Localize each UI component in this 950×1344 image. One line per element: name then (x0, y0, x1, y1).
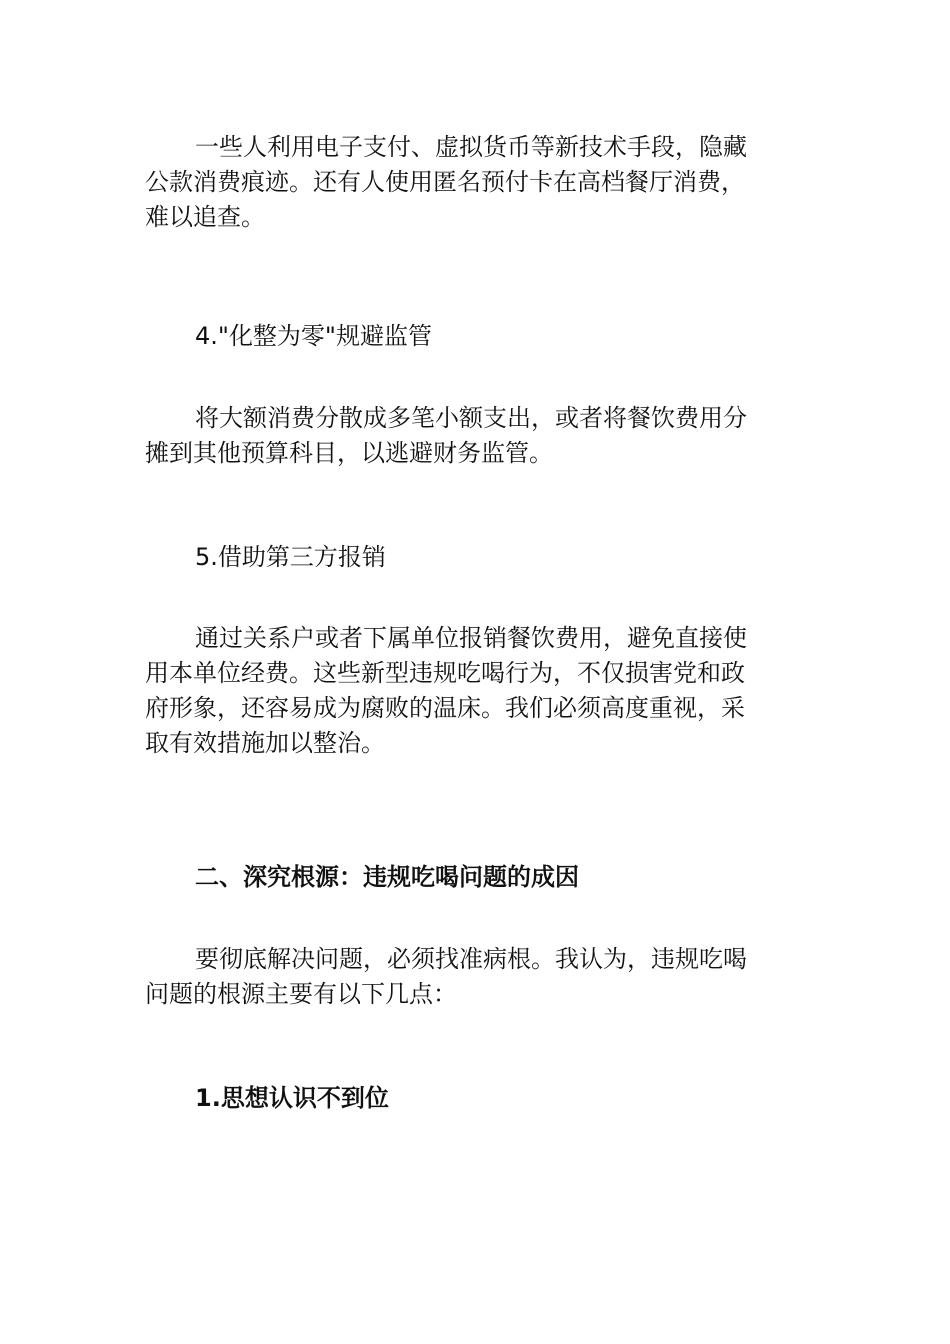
subheading-ideology: 1.思想认识不到位 (195, 1084, 389, 1112)
paragraph-line: 用本单位经费。这些新型违规吃喝行为，不仅损害党和政 (145, 659, 745, 687)
section-title-root-causes: 二、深究根源：违规吃喝问题的成因 (195, 863, 579, 891)
paragraph-line: 公款消费痕迹。还有人使用匿名预付卡在高档餐厅消费， (145, 168, 745, 196)
heading-item-4: 4."化整为零"规避监管 (195, 322, 432, 350)
paragraph-line: 取有效措施加以整治。 (145, 729, 385, 757)
paragraph-line: 摊到其他预算科目，以逃避财务监管。 (145, 439, 553, 467)
paragraph-line: 府形象，还容易成为腐败的温床。我们必须高度重视，采 (145, 694, 745, 722)
paragraph-split-spending (145, 398, 785, 468)
paragraph-line: 一些人利用电子支付、虚拟货币等新技术手段，隐藏 (195, 133, 747, 161)
paragraph-line: 通过关系户或者下属单位报销餐饮费用，避免直接使 (195, 624, 747, 652)
paragraph-root-intro (145, 939, 785, 1009)
paragraph-payment-methods (145, 127, 785, 232)
paragraph-line: 问题的根源主要有以下几点： (145, 980, 457, 1008)
paragraph-line: 将大额消费分散成多笔小额支出，或者将餐饮费用分 (195, 404, 747, 432)
paragraph-line: 要彻底解决问题，必须找准病根。我认为，违规吃喝 (195, 945, 747, 973)
paragraph-third-party (145, 618, 785, 758)
heading-item-5: 5.借助第三方报销 (195, 543, 386, 571)
paragraph-line: 难以追查。 (145, 203, 265, 231)
